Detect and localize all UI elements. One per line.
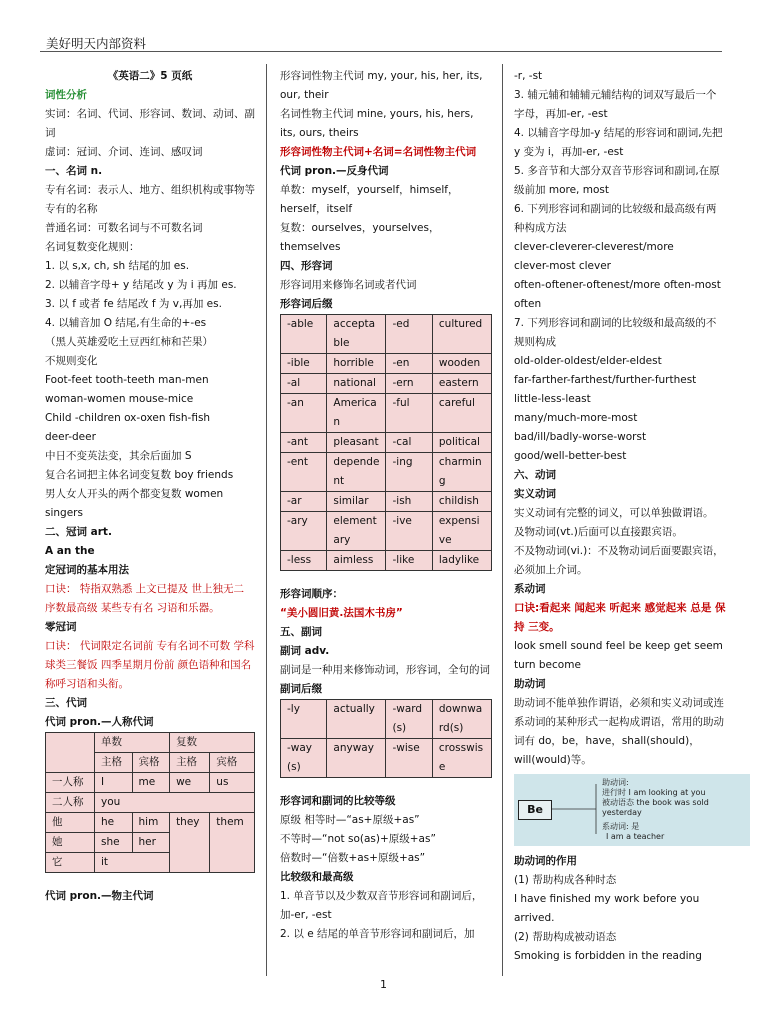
cell: them: [210, 813, 255, 873]
table-row: [281, 453, 492, 492]
aux-label: 助动词:: [602, 778, 629, 787]
suffix-cell: -ward(s): [386, 700, 432, 739]
cell: him: [132, 813, 170, 833]
zero-article-rhyme: 口诀： 代词限定名词前 专有名词不可数 学科球类三餐饭 四季星期月份前 颜色语种和国名 称呼习语和头衔。: [45, 640, 255, 690]
comp-example: bad/ill/badly-worse-worst: [514, 431, 647, 443]
article-heading: 二、冠词 art.: [45, 526, 112, 538]
suffix-cell: -cal: [386, 433, 432, 453]
table-row: [46, 793, 255, 813]
proper-noun: 专有名词：表示人、地方、组织机构或事物等专有的名称: [45, 184, 255, 215]
irregular-example: Child -children ox-oxen fish-fish: [45, 412, 211, 424]
example-cell: actually: [327, 700, 386, 739]
cell: you: [95, 793, 255, 813]
page-number: 1: [380, 978, 387, 991]
positive-rule: 原级 相等时—“as+原级+as”: [280, 814, 420, 826]
table-corner: [46, 733, 95, 773]
table-row: [46, 773, 255, 793]
aux-fn-example: Smoking is forbidden in the reading: [514, 950, 702, 962]
comp-rule: 3. 辅元辅和辅辅元辅结构的词双写最后一个字母，再加-er, -est: [514, 89, 717, 120]
compound-rule: 男人女人开头的两个都变复数 women singers: [45, 488, 224, 519]
comp-rule-cont: -r, -st: [514, 70, 543, 82]
example-cell: eastern: [432, 374, 491, 394]
noun-heading: 一、名词 n.: [45, 165, 103, 177]
comp-super-heading: 比较级和最高级: [280, 871, 354, 883]
plural-rule-item: 1. 以 s,x, ch, sh 结尾的加 es.: [45, 260, 190, 272]
suffix-cell: -ent: [281, 453, 327, 492]
personal-pron: 代词 pron.—人称代词: [45, 716, 154, 728]
plural-rule: 名词复数变化规则：: [45, 241, 140, 253]
cell: he: [95, 813, 133, 833]
comp-rule: 7. 下列形容词和副词的比较级和最高级的不规则构成: [514, 317, 717, 348]
example-cell: national: [327, 374, 386, 394]
table-row: [281, 374, 492, 394]
verb-heading: 六、动词: [514, 469, 556, 481]
suffix-cell: -able: [281, 315, 327, 354]
plural-rule-item: 2. 以辅音字母+ y 结尾改 y 为 i 再加 es.: [45, 279, 237, 291]
suffix-cell: -wise: [386, 739, 432, 778]
def-article: 定冠词的基本用法: [45, 564, 129, 576]
table-row: [281, 739, 492, 778]
example-cell: childish: [432, 492, 491, 512]
suffix-cell: -way(s): [281, 739, 327, 778]
table-row: [281, 512, 492, 551]
suffix-cell: -like: [386, 551, 432, 571]
table-row: [281, 315, 492, 354]
table-row: [281, 394, 492, 433]
adj-heading: 四、形容词: [280, 260, 333, 272]
reflexive-singular: 单数：myself，yourself，himself，herself，itself: [280, 184, 459, 215]
irregular-example: Foot-feet tooth-teeth man-men: [45, 374, 209, 386]
adj-def: 形容词用来修饰名词或者代词: [280, 279, 417, 291]
comp-example: little-less-least: [514, 393, 591, 405]
example-cell: similar: [327, 492, 386, 512]
adj-order-heading: 形容词顺序：: [280, 588, 343, 600]
singular-header: 单数: [95, 733, 170, 753]
row-label: 它: [46, 853, 95, 873]
comp-example: often: [514, 298, 542, 310]
cell: we: [170, 773, 210, 793]
suffix-cell: -al: [281, 374, 327, 394]
suffix-cell: -ary: [281, 512, 327, 551]
row-label: 二人称: [46, 793, 95, 813]
comp-example: often-oftener-oftenest/more often-most: [514, 279, 721, 291]
adv-def: 副词是一种用来修饰动词，形容词，全句的词: [280, 664, 490, 676]
column-3: [514, 67, 726, 966]
doc-title: 《英语二》5 页纸: [107, 70, 193, 82]
suffix-cell: -ly: [281, 700, 327, 739]
linking-rhyme: 口诀:看起来 闻起来 听起来 感觉起来 总是 保持 三变。: [514, 602, 726, 633]
function-words: 虚词：冠词、介词、连词、感叹词: [45, 146, 203, 158]
passive-example: 被动语态 the book was sold yesterday: [602, 798, 709, 817]
aux-def: 助动词不能单独作谓语，必须和实义动词或连系动词的某种形式一起构成谓语，常用的助动词有 do，be，have，shall(should)，will(would)等。: [514, 697, 724, 766]
example-cell: acceptable: [327, 315, 386, 354]
example-cell: careful: [432, 394, 491, 433]
example-cell: American: [327, 394, 386, 433]
progressive-example: 进行时 I am looking at you: [602, 788, 706, 797]
linking-label: 系动词: 是: [602, 822, 640, 831]
negative-rule: 不等时—“not so(as)+原级+as”: [280, 833, 436, 845]
suffix-cell: -an: [281, 394, 327, 433]
be-label: Be: [518, 800, 552, 820]
adv-suffix-heading: 副词后缀: [280, 683, 322, 695]
example-cell: ladylike: [432, 551, 491, 571]
column-1: [45, 67, 255, 906]
irregular-example: woman-women mouse-mice: [45, 393, 194, 405]
plural-rule-item: 3. 以 f 或者 fe 结尾改 f 为 v,再加 es.: [45, 298, 222, 310]
irregular-heading: 不规则变化: [45, 355, 98, 367]
vi-def: 不及物动词(vi.)：不及物动词后面要跟宾语，必须加上介词。: [514, 545, 724, 576]
obj-header: 宾格: [210, 753, 255, 773]
plural-rule-item: 4. 以辅音加 O 结尾,有生命的+-es: [45, 317, 207, 329]
header-title: 美好明天内部资料: [46, 36, 147, 51]
table-row: [281, 354, 492, 374]
example-cell: crosswise: [432, 739, 491, 778]
suffix-cell: -ing: [386, 453, 432, 492]
column-divider-right: [502, 64, 503, 976]
subj-header: 主格: [95, 753, 133, 773]
plural-rule-item: （黑人英雄爱吃土豆西红柿和芒果）: [45, 336, 213, 348]
subj-header: 主格: [170, 753, 210, 773]
table-row: [281, 433, 492, 453]
example-cell: aimless: [327, 551, 386, 571]
aux-fn: (2) 帮助构成被动语态: [514, 931, 617, 943]
def-article-rhyme: 口诀： 特指双熟悉 上文已提及 世上独无二 序数最高级 某些专有名 习语和乐器。: [45, 583, 245, 614]
noun-possessive: 名词性物主代词 mine, yours, his, hers, its, ours, theirs: [280, 108, 474, 139]
example-cell: horrible: [327, 354, 386, 374]
possessive-formula: 形容词性物主代词+名词=名词性物主代词: [280, 146, 477, 158]
reflexive-plural: 复数：ourselves，yourselves，themselves: [280, 222, 440, 253]
zero-article: 零冠词: [45, 621, 77, 633]
example-cell: political: [432, 433, 491, 453]
adv-suffix-table: [280, 699, 492, 778]
aux-fn-example: I have finished my work before you arrived.: [514, 893, 700, 924]
suffix-cell: -ar: [281, 492, 327, 512]
example-cell: charming: [432, 453, 491, 492]
suffix-cell: -less: [281, 551, 327, 571]
comparison-heading: 形容词和副词的比较等级: [280, 795, 396, 807]
suffix-cell: -ful: [386, 394, 432, 433]
adv-heading: 五、副词: [280, 626, 322, 638]
example-cell: expensive: [432, 512, 491, 551]
header-divider: [40, 51, 722, 52]
row-label: 他: [46, 813, 95, 833]
cell: her: [132, 833, 170, 853]
example-cell: cultured: [432, 315, 491, 354]
cell: I: [95, 773, 133, 793]
comp-example: old-older-oldest/elder-eldest: [514, 355, 662, 367]
adv-sub: 副词 adv.: [280, 645, 330, 657]
table-row: [281, 492, 492, 512]
common-noun: 普通名词：可数名词与不可数名词: [45, 222, 203, 234]
suffix-cell: -ive: [386, 512, 432, 551]
cell: she: [95, 833, 133, 853]
real-verb: 实义动词: [514, 488, 556, 500]
real-words: 实词：名词、代词、形容词、数词、动词、副词: [45, 108, 255, 139]
comp-example: far-farther-farthest/further-furthest: [514, 374, 697, 386]
example-cell: wooden: [432, 354, 491, 374]
article-sub: A an the: [45, 545, 95, 557]
adj-suffix-table: [280, 314, 492, 571]
comp-rule: 4. 以辅音字母加-y 结尾的形容词和副词,先把 y 变为 i，再加-er, -est: [514, 127, 723, 158]
cell: they: [170, 813, 210, 873]
comp-example: clever-cleverer-cleverest/more: [514, 241, 674, 253]
example-cell: dependent: [327, 453, 386, 492]
be-diagram: [514, 774, 750, 846]
comp-example: good/well-better-best: [514, 450, 627, 462]
cell: it: [95, 853, 170, 873]
suffix-cell: -ish: [386, 492, 432, 512]
table-row: [281, 700, 492, 739]
aux-function: 助动词的作用: [514, 855, 577, 867]
s-note: 中日不变英法变，其余后面加 S: [45, 450, 192, 462]
suffix-cell: -ed: [386, 315, 432, 354]
adj-suffix-heading: 形容词后缀: [280, 298, 333, 310]
linking-examples: look smell sound feel be keep get seem turn become: [514, 640, 723, 671]
pronoun-table: [45, 732, 255, 873]
possessive-heading: 代词 pron.—物主代词: [45, 890, 154, 902]
example-cell: downward(s): [432, 700, 491, 739]
example-cell: elementary: [327, 512, 386, 551]
adj-possessive: 形容词性物主代词 my, your, his, her, its, our, their: [280, 70, 483, 101]
suffix-cell: -ant: [281, 433, 327, 453]
obj-header: 宾格: [132, 753, 170, 773]
comp-rule: 2. 以 e 结尾的单音节形容词和副词后，加: [280, 928, 475, 940]
suffix-cell: -en: [386, 354, 432, 374]
comp-example: clever-most clever: [514, 260, 611, 272]
example-cell: anyway: [327, 739, 386, 778]
reflexive-heading: 代词 pron.—反身代词: [280, 165, 389, 177]
column-2: [280, 67, 492, 944]
plural-header: 复数: [170, 733, 255, 753]
pron-heading: 三、代词: [45, 697, 87, 709]
row-label: 一人称: [46, 773, 95, 793]
comp-rule: 6. 下列形容词和副词的比较级和最高级有两种构成方法: [514, 203, 717, 234]
example-cell: pleasant: [327, 433, 386, 453]
pos-heading: 词性分析: [45, 89, 87, 101]
comp-rule: 5. 多音节和大部分双音节形容词和副词,在原级前加 more, most: [514, 165, 720, 196]
linking-verb: 系动词: [514, 583, 546, 595]
table-row: [46, 813, 255, 833]
comp-rule: 1. 单音节以及少数双音节形容词和副词后，加-er, -est: [280, 890, 483, 921]
suffix-cell: -ern: [386, 374, 432, 394]
column-divider-left: [266, 64, 267, 976]
irregular-example: deer-deer: [45, 431, 96, 443]
compound-rule: 复合名词把主体名词变复数 boy friends: [45, 469, 234, 481]
cell: us: [210, 773, 255, 793]
cell: me: [132, 773, 170, 793]
real-verb-def: 实义动词有完整的词义，可以单独做谓语。: [514, 507, 714, 519]
row-label: 她: [46, 833, 95, 853]
vt-def: 及物动词(vt.)后面可以直接跟宾语。: [514, 526, 683, 538]
suffix-cell: -ible: [281, 354, 327, 374]
aux-verb: 助动词: [514, 678, 546, 690]
multiple-rule: 倍数时—“倍数+as+原级+as”: [280, 852, 426, 864]
adj-order-rhyme: “美小圆旧黄.法国木书房”: [280, 607, 403, 619]
linking-example: I am a teacher: [606, 832, 665, 841]
aux-fn: (1) 帮助构成各种时态: [514, 874, 617, 886]
comp-example: many/much-more-most: [514, 412, 638, 424]
table-row: [281, 551, 492, 571]
